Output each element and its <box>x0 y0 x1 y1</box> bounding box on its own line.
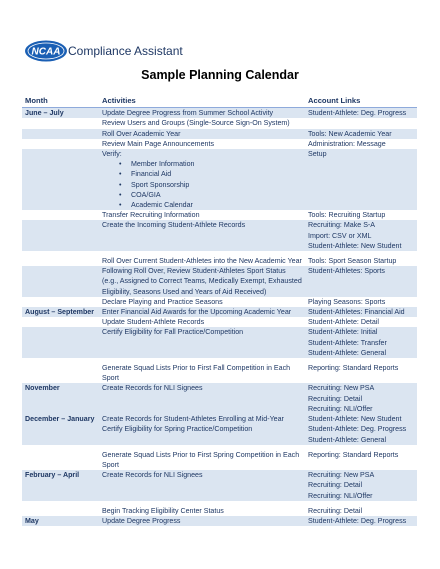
table-header-row <box>22 95 417 108</box>
activity-text: Generate Squad Lists Prior to First Fall Competition in Each Sport <box>102 364 291 383</box>
account-link[interactable]: Recruiting: Detail <box>308 481 363 490</box>
account-link-cell <box>305 297 417 307</box>
account-link-cell <box>305 383 417 414</box>
planning-calendar-table <box>22 95 417 526</box>
account-link-cell <box>305 266 417 297</box>
activity-text: Begin Tracking Eligibility Center Status <box>102 506 224 515</box>
table-row <box>22 266 417 297</box>
account-link-cell <box>305 317 417 327</box>
table-row <box>22 516 417 526</box>
activity-text: Update Degree Progress from Summer School Activity <box>102 109 274 118</box>
activity-cell <box>99 108 305 119</box>
activity-cell <box>99 450 305 470</box>
month-cell <box>22 327 99 358</box>
activity-text: Update Student-Athlete Records <box>102 318 205 327</box>
month-cell: May <box>22 516 99 526</box>
month-cell <box>22 129 99 139</box>
account-link-cell <box>305 327 417 358</box>
account-link[interactable]: Student-Athlete: Deg. Progress <box>308 109 407 118</box>
account-link[interactable]: Student-Athlete: Initial <box>308 328 378 337</box>
account-link[interactable]: Recruiting: New PSA <box>308 471 375 480</box>
table-row <box>22 210 417 220</box>
month-cell <box>22 118 99 128</box>
logo-text: NCAA <box>31 46 61 58</box>
verify-list <box>102 159 303 210</box>
month-cell: December – January <box>22 414 99 424</box>
month-cell <box>22 297 99 307</box>
account-link-cell <box>305 210 417 220</box>
account-link[interactable]: Student-Athlete: Deg. Progress <box>308 516 407 525</box>
table-row <box>22 363 417 383</box>
table-row <box>22 450 417 470</box>
account-link[interactable]: Student-Athlete: General <box>308 435 387 444</box>
account-link[interactable]: Reporting: Standard Reports <box>308 450 399 459</box>
month-cell <box>22 506 99 516</box>
month-cell <box>22 363 99 383</box>
activity-cell <box>99 327 305 358</box>
activity-cell <box>99 317 305 327</box>
account-link[interactable]: Student-Athlete: Detail <box>308 318 379 327</box>
account-link-cell <box>305 506 417 516</box>
table-row <box>22 118 417 128</box>
table-row <box>22 297 417 307</box>
account-link-cell <box>305 256 417 266</box>
account-link-cell <box>305 108 417 119</box>
verify-list-item: • COA/GIA <box>120 190 303 200</box>
account-link[interactable]: Recruiting: Detail <box>308 394 363 403</box>
activity-text: Create the Incoming Student-Athlete Records <box>102 221 246 230</box>
table-row <box>22 149 417 210</box>
account-link[interactable]: Student-Athlete: New Student <box>308 241 402 250</box>
month-cell: August – September <box>22 307 99 317</box>
activity-text: Review Users and Groups (Single-Source Sign-On System) <box>102 119 290 128</box>
month-cell <box>22 317 99 327</box>
activity-text: Enter Financial Aid Awards for the Upcoming Academic Year <box>102 308 292 317</box>
account-link[interactable]: Administration: Message <box>308 139 386 148</box>
account-link-cell <box>305 220 417 251</box>
verify-list-item: • Member Information <box>120 159 303 169</box>
account-link-cell <box>305 118 417 128</box>
account-link[interactable]: Recruiting: New PSA <box>308 384 375 393</box>
month-cell <box>22 450 99 470</box>
month-cell: February – April <box>22 470 99 501</box>
table-row <box>22 506 417 516</box>
account-link[interactable]: Student-Athlete: New Student <box>308 415 402 424</box>
table-row <box>22 108 417 119</box>
account-link[interactable]: Reporting: Standard Reports <box>308 364 399 373</box>
account-link[interactable]: Import: CSV or XML <box>308 231 372 240</box>
table-row <box>22 470 417 501</box>
account-link-cell <box>305 516 417 526</box>
activities-column-header: Activities <box>99 95 305 108</box>
month-cell <box>22 256 99 266</box>
month-cell <box>22 266 99 297</box>
month-cell <box>22 220 99 251</box>
verify-list-item: • Academic Calendar <box>120 200 303 210</box>
account-link-cell <box>305 307 417 317</box>
activity-cell <box>99 470 305 501</box>
activity-text: Roll Over Academic Year <box>102 129 181 138</box>
account-links-column-header: Account Links <box>305 95 417 108</box>
account-link[interactable]: Student-Athlete: Deg. Progress <box>308 425 407 434</box>
month-cell <box>22 149 99 210</box>
month-cell <box>22 424 99 444</box>
account-link[interactable]: Setup <box>308 150 327 159</box>
table-row <box>22 307 417 317</box>
activity-text: Certify Eligibility for Fall Practice/Competition <box>102 328 244 337</box>
activity-cell <box>99 414 305 424</box>
activity-text: Verify: <box>102 150 122 159</box>
account-link-cell <box>305 363 417 383</box>
account-link-cell <box>305 424 417 444</box>
activity-cell <box>99 297 305 307</box>
activity-cell <box>99 118 305 128</box>
brand-name: Compliance Assistant <box>68 44 183 58</box>
activity-cell <box>99 129 305 139</box>
table-row <box>22 129 417 139</box>
account-link-cell <box>305 139 417 149</box>
account-link[interactable]: Tools: Recruiting Startup <box>308 211 386 220</box>
activity-cell <box>99 307 305 317</box>
activity-cell <box>99 220 305 251</box>
account-link-cell <box>305 129 417 139</box>
account-link[interactable]: Recruiting: NLI/Offer <box>308 404 373 413</box>
activity-cell <box>99 256 305 266</box>
activity-text: Declare Playing and Practice Seasons <box>102 297 223 306</box>
activity-text: Update Degree Progress <box>102 516 181 525</box>
month-cell: November <box>22 383 99 414</box>
activity-cell <box>99 506 305 516</box>
verify-list-item: • Financial Aid <box>120 169 303 179</box>
activity-text: Certify Eligibility for Spring Practice/Competition <box>102 425 253 434</box>
table-row <box>22 414 417 424</box>
account-link-cell <box>305 450 417 470</box>
account-link[interactable]: Recruiting: Detail <box>308 506 363 515</box>
account-link[interactable]: Student-Athlete: General <box>308 348 387 357</box>
account-link[interactable]: Student-Athlete: Transfer <box>308 338 387 347</box>
activity-text: Transfer Recruiting Information <box>102 211 200 220</box>
table-row <box>22 424 417 444</box>
activity-cell <box>99 139 305 149</box>
activity-cell <box>99 266 305 297</box>
activity-text: Roll Over Current Student-Athletes into the New Academic Year <box>102 257 302 266</box>
account-link[interactable]: Recruiting: NLI/Offer <box>308 491 373 500</box>
activity-cell <box>99 424 305 444</box>
table-row <box>22 139 417 149</box>
activity-cell <box>99 149 305 210</box>
account-link-cell <box>305 414 417 424</box>
table-body <box>22 108 417 526</box>
month-cell <box>22 139 99 149</box>
activity-cell <box>99 383 305 414</box>
activity-text: Create Records for NLI Signees <box>102 471 203 480</box>
activity-text: Following Roll Over, Review Student-Athletes Sport Status (e.g., Assigned to Correct Teams, Medically Exempt, Exhausted Eligibility, Seasons Used and Years of Aid Received) <box>102 267 302 296</box>
activity-cell <box>99 363 305 383</box>
account-link-cell <box>305 470 417 501</box>
ncaa-logo <box>24 40 68 62</box>
account-link-cell <box>305 149 417 210</box>
table-row <box>22 317 417 327</box>
table-row <box>22 220 417 251</box>
month-cell: June – July <box>22 108 99 119</box>
table-row <box>22 327 417 358</box>
account-link[interactable]: Tools: Sport Season Startup <box>308 257 397 266</box>
activity-cell <box>99 516 305 526</box>
table-row <box>22 383 417 414</box>
activity-cell <box>99 210 305 220</box>
verify-list-item: • Sport Sponsorship <box>120 180 303 190</box>
account-link[interactable]: Playing Seasons: Sports <box>308 297 386 306</box>
month-cell <box>22 210 99 220</box>
account-link[interactable]: Recruiting: Make S-A <box>308 221 376 230</box>
month-column-header: Month <box>22 95 99 108</box>
account-link[interactable]: Student-Athletes: Sports <box>308 267 385 276</box>
account-link[interactable]: Tools: New Academic Year <box>308 129 392 138</box>
activity-text: Create Records for NLI Signees <box>102 384 203 393</box>
activity-text: Review Main Page Announcements <box>102 139 214 148</box>
activity-text: Generate Squad Lists Prior to First Spring Competition in Each Sport <box>102 450 300 469</box>
page-title: Sample Planning Calendar <box>141 68 299 82</box>
activity-text: Create Records for Student-Athletes Enrolling at Mid-Year <box>102 415 284 424</box>
table-row <box>22 256 417 266</box>
account-link[interactable]: Student-Athletes: Financial Aid <box>308 308 405 317</box>
